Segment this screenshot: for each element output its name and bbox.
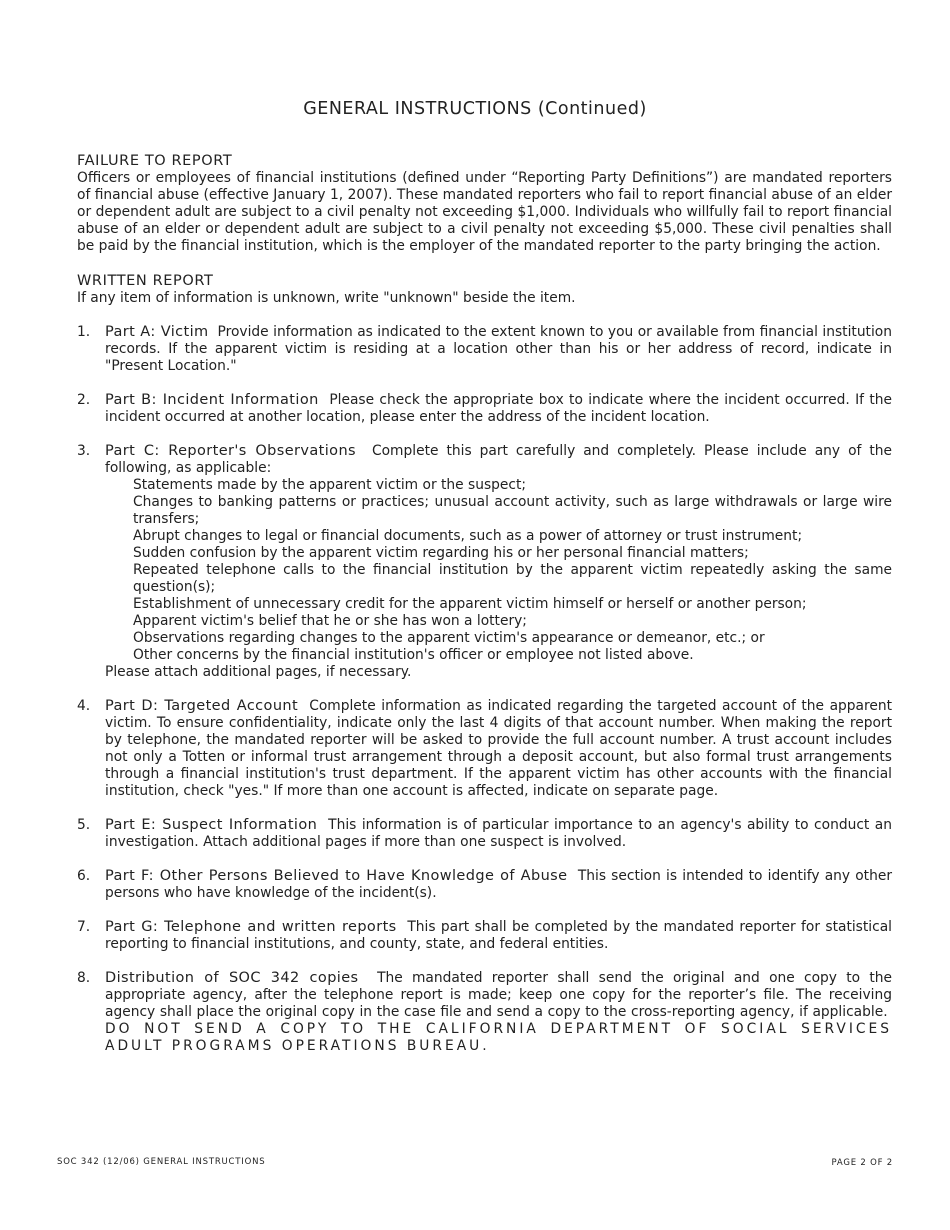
form-id-footer: SOC 342 (12/06) GENERAL INSTRUCTIONS <box>57 1157 266 1167</box>
item-label: Part D: Targeted Account <box>105 698 299 714</box>
written-heading: WRITTEN REPORT <box>77 273 214 289</box>
distribution-warning: DO NOT SEND A COPY TO THE CALIFORNIA DEPARTMENT OF SOCIAL SERVICES ADULT PROGRAMS OPERATIONS BUREAU. <box>105 1021 892 1054</box>
failure-heading: FAILURE TO REPORT <box>77 153 233 169</box>
item-label: Part G: Telephone and written reports <box>105 919 397 935</box>
list-item <box>77 919 892 953</box>
item-text: Complete information as indicated regarding the targeted account of the apparent victim. To ensure confidentiality, indicate only the last 4 digits of that account number. When making the report by telephone, the mandated reporter will be asked to provide the full account number. A trust account includes not only a Totten or informal trust arrangement through a deposit account, but also formal trust arrangements through a financial institution's trust department. If the apparent victim has other accounts with the financial institution, check "yes." If more than one account is affected, indicate on separate page. <box>105 698 893 799</box>
item-number: 7. <box>77 919 91 935</box>
item-label: Part F: Other Persons Believed to Have Knowledge of Abuse <box>105 868 568 884</box>
observation-item: Apparent victim's belief that he or she has won a lottery; <box>133 613 527 629</box>
observation-item: Changes to banking patterns or practices; unusual account activity, such as large withdrawals or large wire transfers; <box>133 494 892 527</box>
observations-closing: Please attach additional pages, if necessary. <box>105 664 412 680</box>
list-item <box>77 698 892 800</box>
observation-item: Other concerns by the financial institution's officer or employee not listed above. <box>133 647 694 663</box>
item-text: The mandated reporter shall send the original and one copy to the appropriate agency, after the telephone report is made; keep one copy for the reporter’s file. The receiving agency shall place the original copy in the case file and send a copy to the cross-reporting agency, if applicable. <box>105 970 892 1020</box>
observation-item: Repeated telephone calls to the financial institution by the apparent victim repeatedly asking the same question(s); <box>133 562 892 595</box>
item-label: Distribution of SOC 342 copies <box>105 970 359 986</box>
instruction-list <box>77 324 892 1055</box>
list-item <box>77 817 892 851</box>
item-label: Part A: Victim <box>105 324 209 340</box>
item-number: 8. <box>77 970 91 986</box>
observation-item: Abrupt changes to legal or financial documents, such as a power of attorney or trust instrument; <box>133 528 803 544</box>
failure-text: Officers or employees of financial institutions (defined under “Reporting Party Definitions”) are mandated reporters of financial abuse (effective January 1, 2007). These mandated reporters who fail to report financial abuse of an elder or dependent adult are subject to a civil penalty not exceeding $1,000. Individuals who willfully fail to report financial abuse of an elder or dependent adult are subject to a civil penalty not exceeding $5,000. These civil penalties shall be paid by the financial institution, which is the employer of the mandated reporter to the party bringing the action. <box>77 170 892 254</box>
item-number: 4. <box>77 698 91 714</box>
item-text: This information is of particular importance to an agency's ability to conduct an investigation. Attach additional pages if more than one suspect is involved. <box>105 817 892 850</box>
item-number: 6. <box>77 868 91 884</box>
observation-item: Statements made by the apparent victim or the suspect; <box>133 477 527 493</box>
list-item <box>77 392 892 426</box>
item-number: 5. <box>77 817 91 833</box>
item-number: 3. <box>77 443 91 459</box>
item-text: Please check the appropriate box to indicate where the incident occurred. If the incident occurred at another location, please enter the address of the incident location. <box>105 392 892 425</box>
item-label: Part C: Reporter's Observations <box>105 443 356 459</box>
item-number: 2. <box>77 392 91 408</box>
item-text: Provide information as indicated to the extent known to you or available from financial institution records. If the apparent victim is residing at a location other than his or her address of record, indicate in "Present Location." <box>105 324 892 374</box>
observation-item: Observations regarding changes to the apparent victim's appearance or demeanor, etc.; or <box>133 630 765 646</box>
item-label: Part B: Incident Information <box>105 392 319 408</box>
page-title: GENERAL INSTRUCTIONS (Continued) <box>303 99 647 119</box>
observations-list <box>105 477 892 664</box>
page-number: PAGE 2 OF 2 <box>831 1158 893 1168</box>
item-text: This section is intended to identify any other persons who have knowledge of the incident(s). <box>105 868 892 901</box>
item-label: Part E: Suspect Information <box>105 817 318 833</box>
list-item <box>77 324 892 375</box>
list-item <box>77 443 892 681</box>
list-item <box>77 970 892 1055</box>
observation-item: Establishment of unnecessary credit for the apparent victim himself or herself or another person; <box>133 596 807 612</box>
item-text: Complete this part carefully and completely. Please include any of the following, as applicable: <box>105 443 893 476</box>
item-text: This part shall be completed by the mandated reporter for statistical reporting to financial institutions, and county, state, and federal entities. <box>105 919 892 952</box>
item-number: 1. <box>77 324 91 340</box>
list-item <box>77 868 892 902</box>
document-body <box>77 152 892 1072</box>
written-text: If any item of information is unknown, write "unknown" beside the item. <box>77 290 576 306</box>
observation-item: Sudden confusion by the apparent victim regarding his or her personal financial matters; <box>133 545 749 561</box>
